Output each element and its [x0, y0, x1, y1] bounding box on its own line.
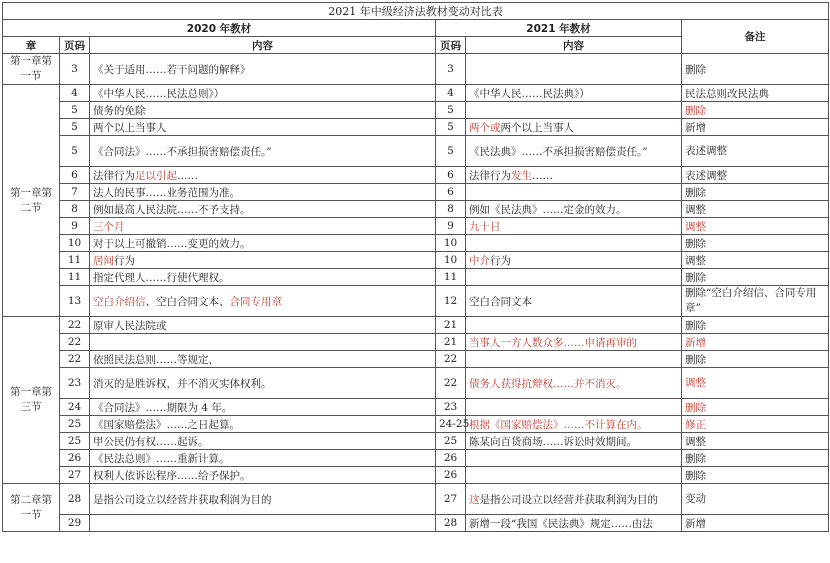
c20-text: 消灭的是胜诉权，并不消灭实体权利。	[93, 377, 272, 390]
note-text: 删除	[685, 353, 706, 366]
content-2020-cell	[90, 218, 436, 235]
note-text: 删除	[685, 319, 706, 332]
chapter-cell: 第一章第三节	[3, 317, 60, 484]
page-2021-cell: 26	[436, 467, 466, 484]
table-row	[3, 416, 829, 433]
header-remark: 备注	[682, 20, 829, 54]
page-2020-cell: 27	[60, 467, 90, 484]
note-text: 调整	[685, 203, 706, 216]
remark-cell	[682, 368, 829, 399]
table-row	[3, 515, 829, 532]
header-page-2020: 页码	[60, 37, 90, 54]
table-row	[3, 317, 829, 334]
c21-text: 两个或	[469, 121, 501, 134]
table-body	[3, 54, 829, 532]
table-row	[3, 136, 829, 167]
remark-cell	[682, 269, 829, 286]
table-row	[3, 351, 829, 368]
content-2020-cell	[90, 399, 436, 416]
c21-text: 《中华人民……民法典》）	[469, 87, 590, 100]
c21-text: 这	[469, 493, 480, 506]
note-text: 删除	[685, 63, 706, 76]
remark-cell	[682, 85, 829, 102]
content-2021-cell	[466, 252, 682, 269]
table-row	[3, 433, 829, 450]
chapter-cell: 第一章第二节	[3, 85, 60, 317]
page-2021-cell: 24-25	[436, 416, 466, 433]
page-2021-cell: 5	[436, 136, 466, 167]
note-text: 修正	[685, 418, 706, 431]
page-2020-cell: 28	[60, 484, 90, 515]
c20-text: 例如最高人民法院……不予支持。	[93, 203, 251, 216]
page-2021-cell: 5	[436, 119, 466, 136]
chapter-cell: 第一章第一节	[3, 54, 60, 85]
table-title: 2021 年中级经济法教材变动对比表	[3, 3, 829, 20]
content-2020-cell	[90, 317, 436, 334]
content-2020-cell	[90, 269, 436, 286]
content-2021-cell	[466, 218, 682, 235]
page-2020-cell: 6	[60, 167, 90, 184]
content-2020-cell	[90, 102, 436, 119]
note-text: 删除	[685, 104, 706, 117]
content-2021-cell	[466, 235, 682, 252]
table-row	[3, 252, 829, 269]
table-row	[3, 399, 829, 416]
c20-text: 《关于适用……若干问题的解释》	[93, 63, 251, 76]
content-2021-cell	[466, 167, 682, 184]
content-2020-cell	[90, 467, 436, 484]
content-2020-cell	[90, 184, 436, 201]
page-2021-cell: 21	[436, 334, 466, 351]
table-row	[3, 450, 829, 467]
remark-cell	[682, 399, 829, 416]
table-row	[3, 467, 829, 484]
c21-text: 当事人一方人数众多……申请再审的	[469, 336, 637, 349]
header-page-2021: 页码	[436, 37, 466, 54]
content-2021-cell	[466, 467, 682, 484]
content-2020-cell	[90, 119, 436, 136]
note-text: 删除	[685, 237, 706, 250]
c20-text: 居间	[93, 254, 114, 267]
page-2020-cell: 10	[60, 235, 90, 252]
content-2021-cell	[466, 416, 682, 433]
c21-text: 九十日	[469, 220, 501, 233]
page-2020-cell: 26	[60, 450, 90, 467]
c21-text: 空白合同文本	[469, 295, 532, 308]
page-2021-cell: 22	[436, 368, 466, 399]
header-2020-edition: 2020 年教材	[3, 20, 436, 37]
note-text: 调整	[685, 376, 706, 389]
chapter-cell: 第二章第一节	[3, 484, 60, 532]
table-row	[3, 85, 829, 102]
c21-text: 例如《民法典》……定金的效力。	[469, 203, 627, 216]
c21-text: 是指公司设立以经营并获取利润为目的	[479, 493, 658, 506]
note-text: 新增	[685, 517, 706, 530]
c20-text: 权利人依诉讼程序……给予保护。	[93, 469, 251, 482]
page-2021-cell: 4	[436, 85, 466, 102]
table-row	[3, 201, 829, 218]
header-2021-edition: 2021 年教材	[436, 20, 682, 37]
page-2021-cell: 5	[436, 102, 466, 119]
page-2021-cell: 10	[436, 235, 466, 252]
page-2020-cell: 9	[60, 218, 90, 235]
page-2020-cell: 5	[60, 119, 90, 136]
page-2021-cell: 23	[436, 399, 466, 416]
content-2020-cell	[90, 54, 436, 85]
remark-cell	[682, 201, 829, 218]
c20-text: 两个以上当事人	[93, 121, 167, 134]
c21-text: 中介	[469, 254, 490, 267]
content-2020-cell	[90, 235, 436, 252]
c20-text: 《民法总则》……重新计算。	[93, 452, 230, 465]
c21-text: 根据《国家赔偿法》……不计算在内。	[469, 418, 648, 431]
content-2021-cell	[466, 269, 682, 286]
page-2021-cell: 11	[436, 269, 466, 286]
c20-text: 行为	[114, 254, 135, 267]
content-2021-cell	[466, 317, 682, 334]
content-2021-cell	[466, 334, 682, 351]
content-2021-cell	[466, 184, 682, 201]
content-2021-cell	[466, 515, 682, 532]
remark-cell	[682, 102, 829, 119]
content-2021-cell	[466, 484, 682, 515]
c20-text: 指定代理人……行使代理权。	[93, 271, 230, 284]
table-row	[3, 167, 829, 184]
page-2020-cell: 8	[60, 201, 90, 218]
remark-cell	[682, 467, 829, 484]
content-2020-cell	[90, 286, 436, 317]
remark-cell	[682, 317, 829, 334]
content-2020-cell	[90, 416, 436, 433]
page-2021-cell: 6	[436, 184, 466, 201]
remark-cell	[682, 218, 829, 235]
remark-cell	[682, 252, 829, 269]
page-2021-cell: 3	[436, 54, 466, 85]
remark-cell	[682, 334, 829, 351]
remark-cell	[682, 416, 829, 433]
c21-text: 陈某向百货商场……诉讼时效期间。	[469, 435, 637, 448]
note-text: 删除	[685, 271, 706, 284]
content-2020-cell	[90, 167, 436, 184]
content-2021-cell	[466, 54, 682, 85]
table-row	[3, 269, 829, 286]
page-2021-cell: 10	[436, 252, 466, 269]
note-text: 变动	[685, 492, 706, 505]
remark-cell	[682, 184, 829, 201]
content-2021-cell	[466, 399, 682, 416]
table-row	[3, 54, 829, 85]
remark-cell	[682, 119, 829, 136]
content-2021-cell	[466, 351, 682, 368]
header-chapter: 章	[3, 37, 60, 54]
content-2021-cell	[466, 85, 682, 102]
c20-text: 法律行为	[93, 169, 135, 182]
page-2020-cell: 22	[60, 351, 90, 368]
note-text: 删除	[685, 186, 706, 199]
note-text: 删除	[685, 452, 706, 465]
page-2020-cell: 13	[60, 286, 90, 317]
note-text: 删除	[685, 469, 706, 482]
page-2021-cell: 26	[436, 450, 466, 467]
header-content-2021: 内容	[466, 37, 682, 54]
c20-text: 空白介绍信	[93, 295, 146, 308]
remark-cell	[682, 484, 829, 515]
page-2020-cell: 24	[60, 399, 90, 416]
page-2021-cell: 6	[436, 167, 466, 184]
note-text: 删除	[685, 401, 706, 414]
c20-text: 《合同法》……不承担损害赔偿责任。”	[93, 145, 272, 158]
table-row	[3, 368, 829, 399]
c20-text: 三个月	[93, 220, 125, 233]
table-row	[3, 484, 829, 515]
remark-cell	[682, 433, 829, 450]
content-2020-cell	[90, 85, 436, 102]
remark-cell	[682, 54, 829, 85]
page-2020-cell: 5	[60, 136, 90, 167]
page-2020-cell: 22	[60, 334, 90, 351]
content-2020-cell	[90, 136, 436, 167]
table-row	[3, 334, 829, 351]
table-row	[3, 218, 829, 235]
c21-text: 法律行为	[469, 169, 511, 182]
note-text: 表述调整	[685, 169, 727, 182]
c21-text: ……	[532, 169, 553, 182]
content-2021-cell	[466, 102, 682, 119]
note-text: 调整	[685, 254, 706, 267]
page-2020-cell: 3	[60, 54, 90, 85]
note-text: 调整	[685, 220, 706, 233]
page-2021-cell: 21	[436, 317, 466, 334]
c20-text: 甲公民仍有权……起诉。	[93, 435, 209, 448]
page-2020-cell: 5	[60, 102, 90, 119]
note-text: 表述调整	[685, 144, 727, 157]
note-text: 新增	[685, 336, 706, 349]
content-2021-cell	[466, 368, 682, 399]
table-row	[3, 102, 829, 119]
remark-cell	[682, 351, 829, 368]
page-2021-cell: 9	[436, 218, 466, 235]
content-2021-cell	[466, 286, 682, 317]
content-2021-cell	[466, 450, 682, 467]
page-2021-cell: 22	[436, 351, 466, 368]
note-text: 删除“空白介绍信、合同专用章”	[685, 287, 817, 314]
page-2021-cell: 8	[436, 201, 466, 218]
c20-text: 足以引起	[135, 169, 177, 182]
c20-text: 法人的民事……业务范围为准。	[93, 186, 240, 199]
remark-cell	[682, 286, 829, 317]
c20-text: 原审人民法院或	[93, 319, 167, 332]
page-2020-cell: 25	[60, 416, 90, 433]
content-2020-cell	[90, 450, 436, 467]
c21-text: 发生	[511, 169, 532, 182]
page-2020-cell: 11	[60, 269, 90, 286]
table-row	[3, 119, 829, 136]
content-2021-cell	[466, 433, 682, 450]
page-2020-cell: 4	[60, 85, 90, 102]
table-row	[3, 184, 829, 201]
content-2020-cell	[90, 484, 436, 515]
c20-text: 、空白合同文本、	[145, 295, 230, 308]
content-2020-cell	[90, 433, 436, 450]
content-2021-cell	[466, 201, 682, 218]
note-text: 新增	[685, 121, 706, 134]
page-2020-cell: 11	[60, 252, 90, 269]
c21-text: 行为	[490, 254, 511, 267]
c20-text: 债务的免除	[93, 104, 146, 117]
c20-text: 是指公司设立以经营并获取利润为目的	[93, 493, 272, 506]
note-text: 调整	[685, 435, 706, 448]
c21-text: 债务人获得抗辩权……并不消灭。	[469, 377, 627, 390]
content-2021-cell	[466, 119, 682, 136]
c20-text: 依照民法总则……等规定，	[93, 353, 219, 366]
table-row	[3, 235, 829, 252]
content-2021-cell	[466, 136, 682, 167]
comparison-table	[2, 2, 829, 532]
table-row	[3, 286, 829, 317]
c20-text: 对于以上可撤销……变更的效力。	[93, 237, 251, 250]
c20-text: ……	[177, 169, 198, 182]
remark-cell	[682, 136, 829, 167]
content-2020-cell	[90, 351, 436, 368]
content-2020-cell	[90, 368, 436, 399]
content-2020-cell	[90, 201, 436, 218]
c20-text: 《中华人民……民法总则》）	[93, 87, 225, 100]
remark-cell	[682, 515, 829, 532]
page-2020-cell: 29	[60, 515, 90, 532]
header-content-2020: 内容	[90, 37, 436, 54]
remark-cell	[682, 235, 829, 252]
remark-cell	[682, 167, 829, 184]
page-2021-cell: 12	[436, 286, 466, 317]
content-2020-cell	[90, 252, 436, 269]
c21-text: 新增一段“我国《民法典》规定……由法	[469, 517, 653, 530]
remark-cell	[682, 450, 829, 467]
page-2020-cell: 7	[60, 184, 90, 201]
page-2020-cell: 23	[60, 368, 90, 399]
page-2020-cell: 22	[60, 317, 90, 334]
page-2021-cell: 27	[436, 484, 466, 515]
c20-text: 《国家赔偿法》……之日起算。	[93, 418, 240, 431]
page-2021-cell: 28	[436, 515, 466, 532]
page-2021-cell: 25	[436, 433, 466, 450]
c20-text: 合同专用章	[229, 295, 282, 308]
c21-text: 两个以上当事人	[500, 121, 574, 134]
page-2020-cell: 25	[60, 433, 90, 450]
content-2020-cell	[90, 334, 436, 351]
content-2020-cell	[90, 515, 436, 532]
c21-text: 《民法典》……不承担损害赔偿责任。”	[469, 145, 648, 158]
note-text: 民法总则改民法典	[685, 87, 769, 100]
c20-text: 《合同法》……期限为 4 年。	[93, 401, 233, 414]
